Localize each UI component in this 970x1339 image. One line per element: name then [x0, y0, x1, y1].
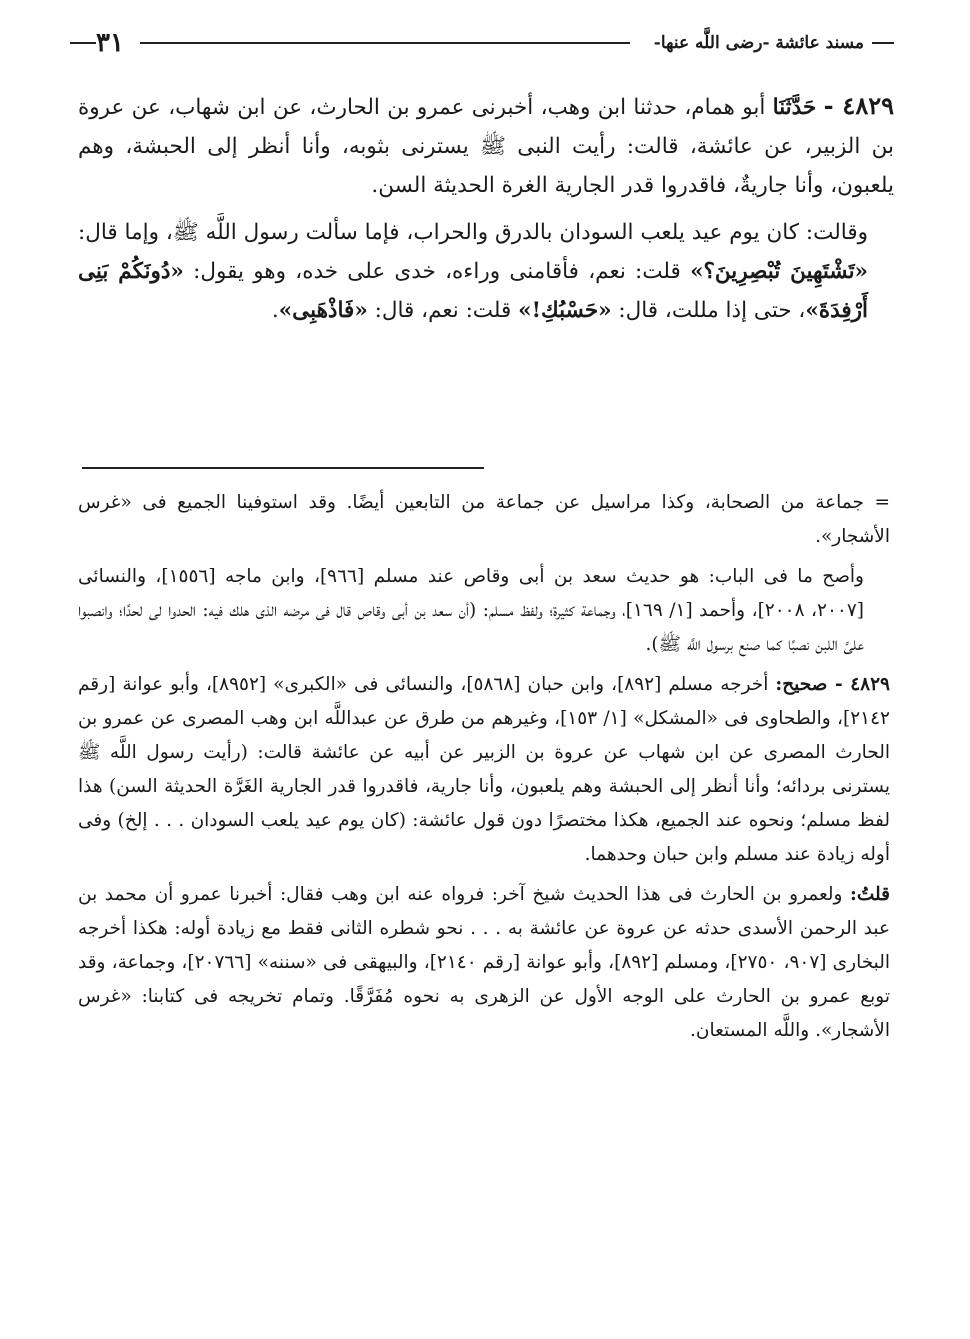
footnote-3-lead: ٤٨٢٩ - صحيح:	[775, 674, 890, 695]
hadith-paragraph	[78, 86, 894, 205]
footnote-1: = جماعة من الصحابة، وكذا مراسيل عن جماعة من التابعين أيضًا. وقد استوفينا الجميع فى «غرس الأشجار».	[78, 492, 890, 547]
footnotes	[78, 486, 890, 1054]
running-header	[70, 26, 894, 60]
footnote-4-text: ولعمرو بن الحارث فى هذا الحديث شيخ آخر: فرواه عنه ابن وهب فقال: أخبرنا عمرو أن محمد بن عبد الرحمن الأسدى حدثه عن عروة عن عائشة به . . . نحو شطره الثانى فقط مع زيادة أوله: هكذا أخرجه البخارى [٩٠٧، ٢٧٥٠]، ومسلم [٨٩٢]، وأبو عوانة [رقم ٢١٤٠]، والبيهقى فى «سننه» [٢٠٧٦٦]، وجماعة، وقد توبع عمرو بن الحارث على الوجه الأول عن الزهرى به نحوه مُفَرَّقًا. وتمام تخريجه فى كتابنا: «غرس الأشجار». واللَّه المستعان.	[78, 884, 891, 1041]
continuation-text-c: ، حتى إذا مللت، قال:	[611, 298, 806, 323]
page-number: ٣١	[96, 28, 124, 58]
header-title: مسند عائشة -رضى اللَّه عنها-	[653, 33, 864, 53]
continuation-text-e: .	[271, 298, 279, 323]
quote-b: «دُونَكُمْ بَنِى أَرْفِدَةَ»	[78, 259, 868, 323]
header-dash-right	[872, 42, 894, 44]
hadith-continuation	[78, 213, 894, 330]
hadith-text: أبو همام، حدثنا ابن وهب، أخبرنى عمرو بن الحارث، عن ابن شهاب، عن عروة بن الزبير، عن عائشة، قالت: رأيت النبى ﷺ يسترنى بثوبه، وأنا أنظر إلى الحبشة، وهم يلعبون، وأنا جاريةٌ، فاقدروا قدر الجارية الغرة الحديثة السن.	[78, 95, 894, 198]
footnote-3	[78, 668, 890, 872]
quote-a: «تَشْتَهِينَ تُبْصِرِينَ؟»	[690, 259, 868, 284]
footnote-separator	[82, 467, 484, 469]
footnote-4	[78, 878, 890, 1048]
main-text	[78, 86, 894, 338]
header-dash-left	[70, 42, 96, 44]
footnote-4-lead: قلتُ:	[850, 884, 890, 905]
quote-d: «فَاذْهَبِى»	[278, 298, 368, 323]
hadith-number: ٤٨٢٩ -	[823, 91, 894, 120]
header-rule	[140, 42, 630, 44]
continuation-text-d: قلت: نعم، قال:	[367, 298, 519, 323]
footnote-3-text: أخرجه مسلم [٨٩٢]، وابن حبان [٥٨٦٨]، والنسائى فى «الكبرى» [٨٩٥٢]، وأبو عوانة [رقم ٢١٤٢]، والطحاوى فى «المشكل» [١/ ١٥٣]، وغيرهم من طرق عن عبداللَّه ابن وهب المصرى عن عمرو بن الحارث المصرى عن ابن شهاب عن عروة بن الزبير عن أبيه عن عائشة قالت: (رأيت رسول اللَّه ﷺ يسترنى بردائه؛ وأنا أنظر إلى الحبشة وهم يلعبون، وأنا جارية، فاقدروا قدر الجارية الغَرَّة الحديثة السن) هذا لفظ مسلم؛ ونحوه عند الجميع، هكذا مختصرًا دون قول عائشة: (كان يوم عيد يلعب السودان . . . إلخ) وفى أوله زيادة عند مسلم وابن حبان وحدهما.	[78, 674, 890, 865]
quote-c: «حَسْبُكِ!»	[518, 298, 612, 323]
continuation-text-a: وقالت: كان يوم عيد يلعب السودان بالدرق والحراب، فإما سألت رسول اللَّه ﷺ، وإما قال:	[78, 220, 868, 245]
footnote-2: وأصح ما فى الباب: هو حديث سعد بن أبى وقاص عند مسلم [٩٦٦]، وابن ماجه [١٥٥٦]، والنسائى [٢٠٠٧، ٢٠٠٨]، وأحمد [١/ ١٦٩]، وجماعة كثيرة؛ ولفظ مسلم: (أن سعد بن أبى وقاص قال فى مرضه الذى هلك فيه: الحدوا لى لحدًا؛ وانصبوا علىَّ اللبن نصبًا كما صنع برسول اللَّه ﷺ).	[78, 566, 864, 655]
narration-verb: حَدَّثَنَا	[772, 95, 817, 120]
continuation-text-b: قلت: نعم، فأقامنى وراءه، خدى على خده، وهو يقول:	[183, 259, 691, 284]
